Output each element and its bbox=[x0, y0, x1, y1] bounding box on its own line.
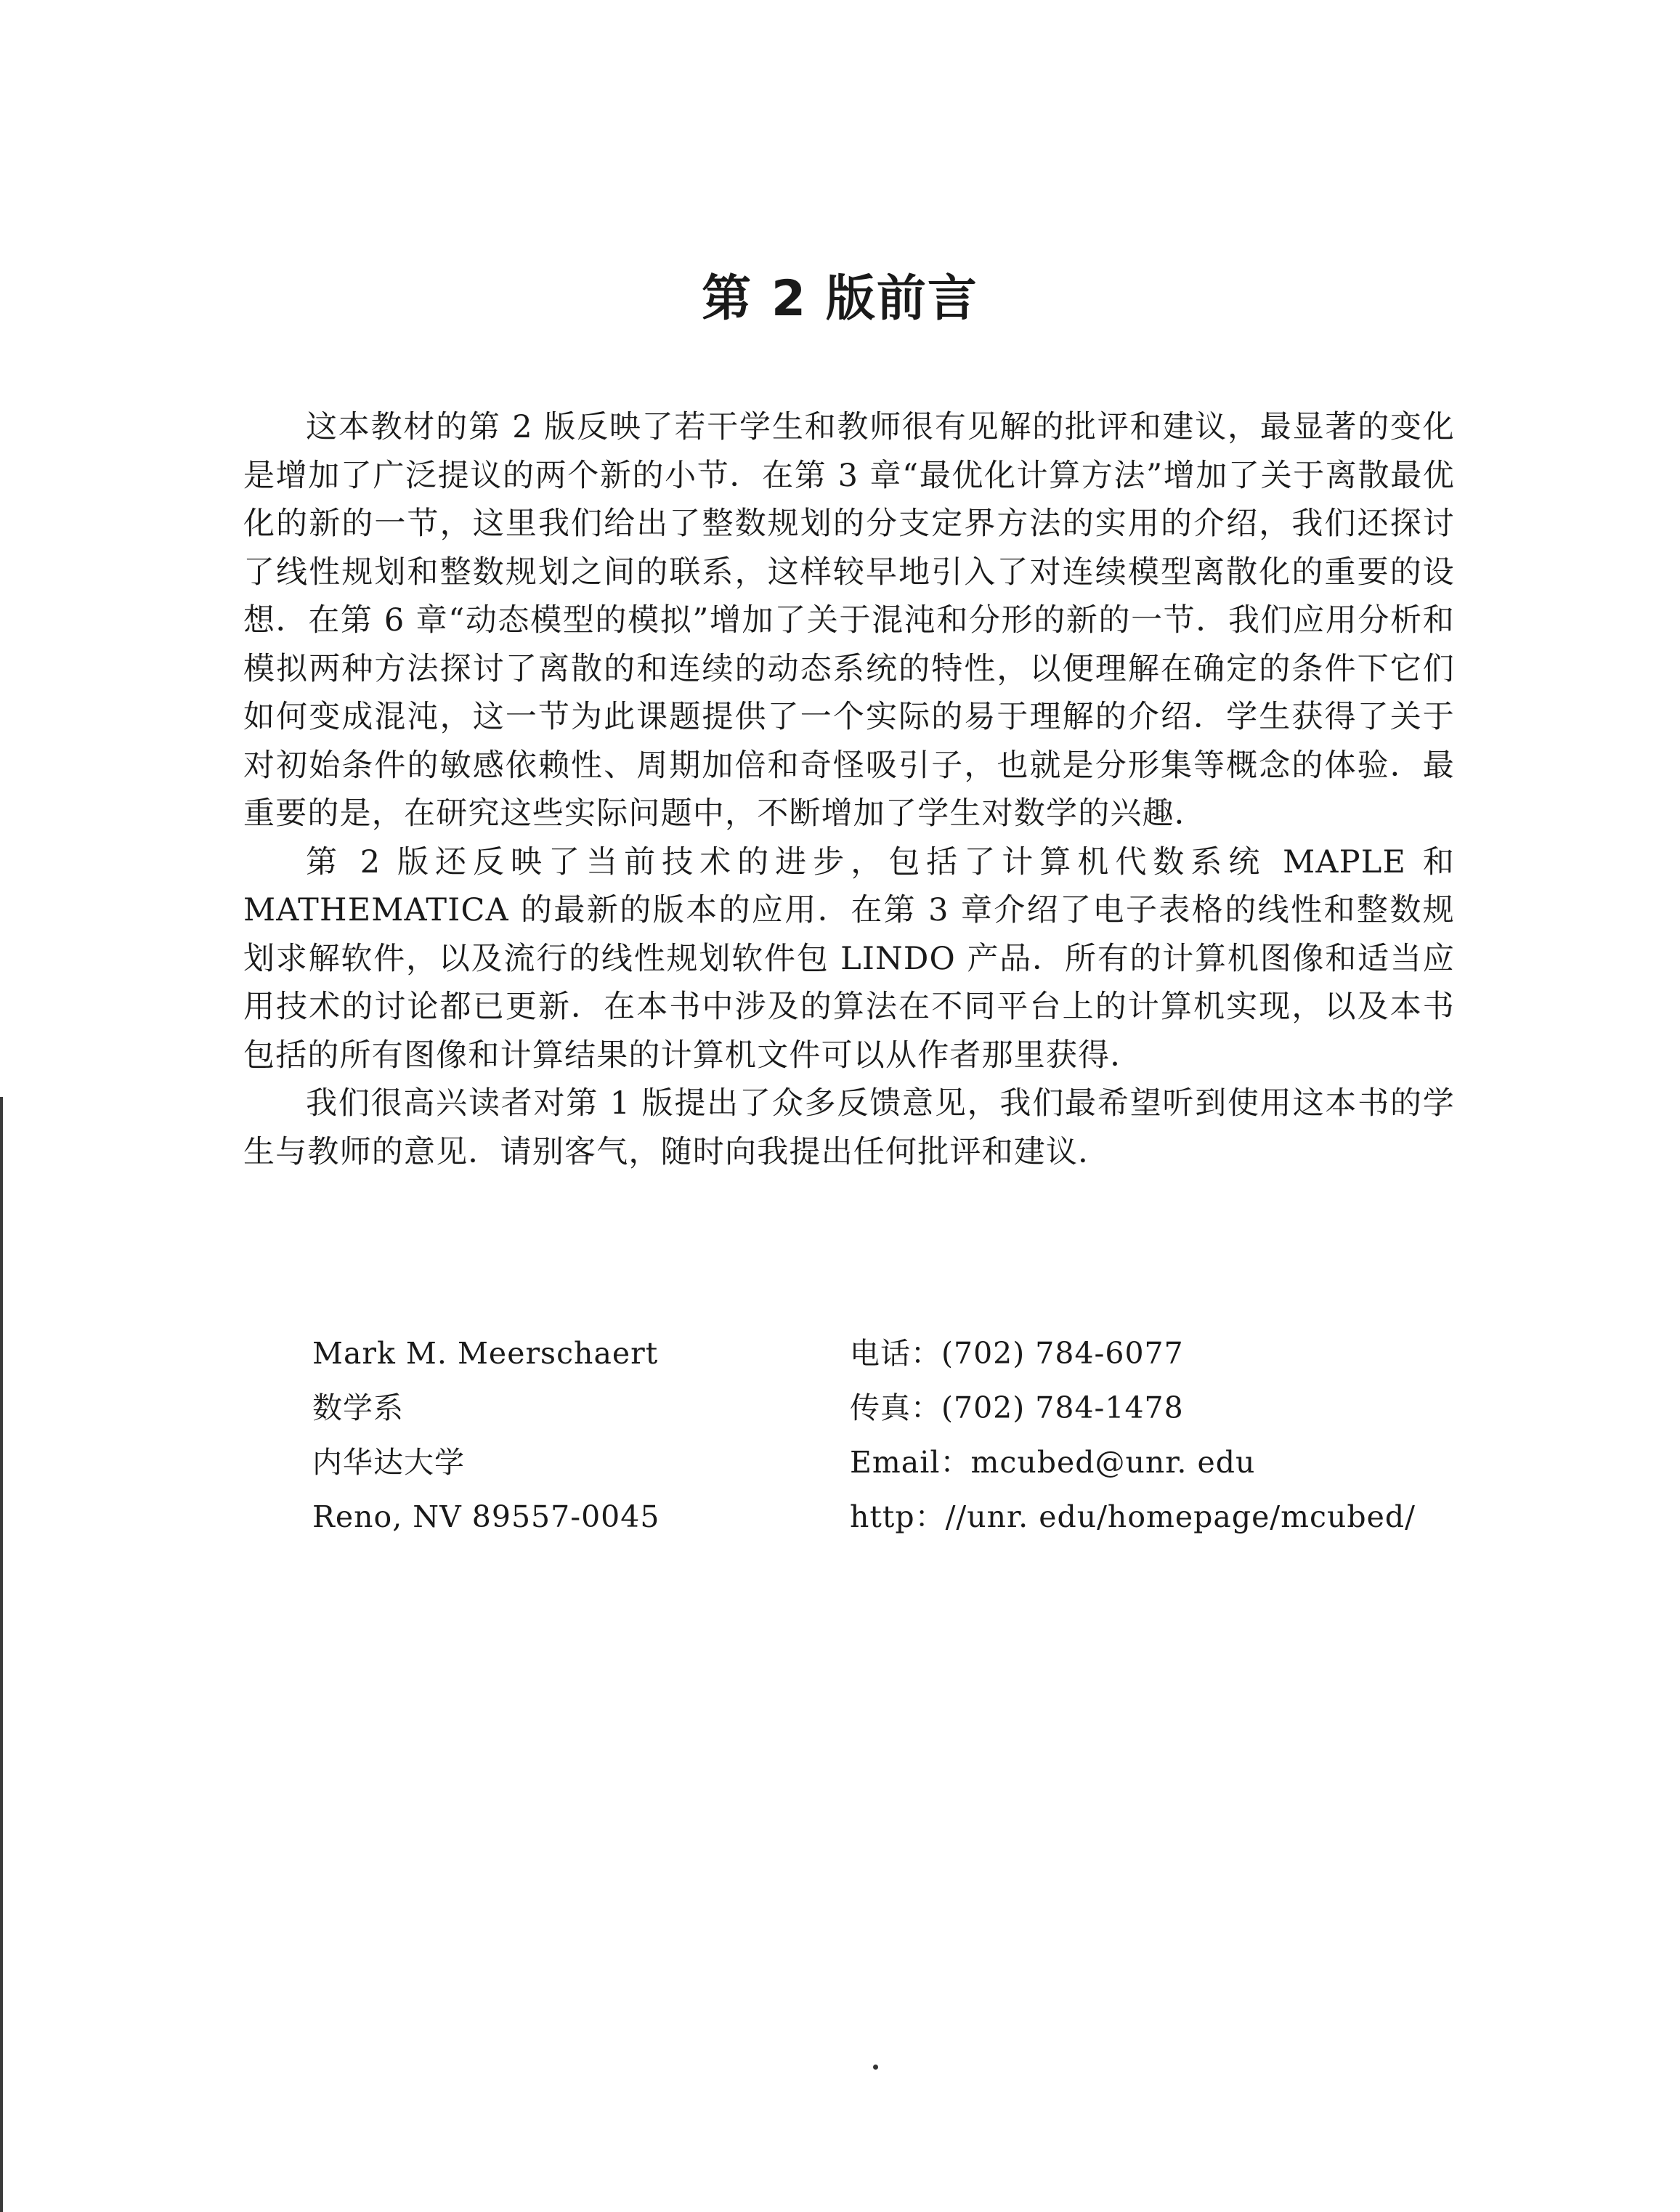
city-zip: Reno, NV 89557-0045 bbox=[312, 1499, 660, 1534]
author-name: Mark M. Meerschaert bbox=[312, 1336, 659, 1371]
homepage: http：//unr. edu/homepage/mcubed/ bbox=[850, 1499, 1416, 1534]
university: 内华达大学 bbox=[312, 1445, 465, 1480]
page-title: 第 2 版前言 bbox=[702, 270, 978, 328]
phone: 电话：(702) 784-6077 bbox=[850, 1336, 1184, 1371]
preface-body bbox=[243, 403, 1455, 1176]
paragraph: 第 2 版还反映了当前技术的进步，包括了计算机代数系统 MAPLE 和 MATHEMATICA 的最新的版本的应用．在第 3 章介绍了电子表格的线性和整数规划求解软件，以及流行的线性规划软件包 LINDO 产品．所有的计算机图像和适当应用技术的讨论都已更新．在本书中涉及的算法在不同平台上的计算机实现，以及本书包括的所有图像和计算结果的计算机文件可以从作者那里获得． bbox=[243, 843, 1455, 1074]
author-address-block bbox=[312, 1326, 821, 1544]
contact-block bbox=[850, 1326, 1504, 1544]
paragraph: 这本教材的第 2 版反映了若干学生和教师很有见解的批评和建议，最显著的变化是增加了广泛提议的两个新的小节．在第 3 章“最优化计算方法”增加了关于离散最优化的新的一节，这里我们给出了整数规划的分支定界方法的实用的介绍，我们还探讨了线性规划和整数规划之间的联系，这样较早地引入了对连续模型离散化的重要的设想．在第 6 章“动态模型的模拟”增加了关于混沌和分形的新的一节．我们应用分析和模拟两种方法探讨了离散的和连续的动态系统的特性，以便理解在确定的条件下它们如何变成混沌，这一节为此课题提供了一个实际的易于理解的介绍．学生获得了关于对初始条件的敏感依赖性、周期加倍和奇怪吸引子，也就是分形集等概念的体验．最重要的是，在研究这些实际问题中，不断增加了学生对数学的兴趣． bbox=[243, 409, 1455, 832]
paragraph: 我们很高兴读者对第 1 版提出了众多反馈意见，我们最希望听到使用这本书的学生与教师的意见．请别客气，随时向我提出任何批评和建议． bbox=[243, 1085, 1455, 1170]
fax: 传真：(702) 784-1478 bbox=[850, 1390, 1184, 1425]
email: Email：mcubed@unr. edu bbox=[850, 1445, 1256, 1480]
department: 数学系 bbox=[312, 1390, 404, 1425]
page-marker-dot bbox=[873, 2065, 878, 2070]
scan-edge-line bbox=[0, 1097, 3, 2212]
